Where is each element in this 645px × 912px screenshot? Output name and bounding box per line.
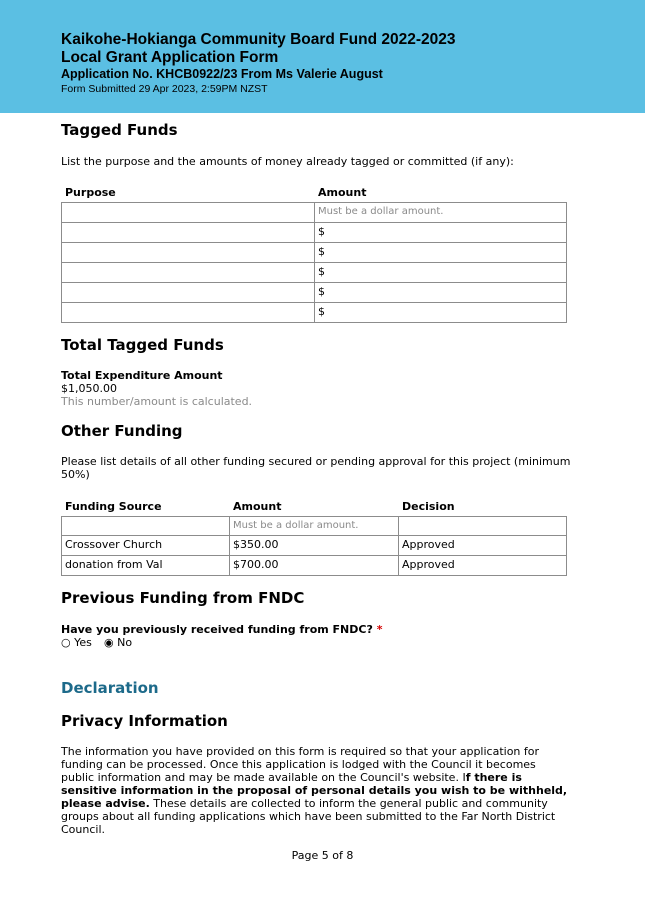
form-title: Local Grant Application Form — [61, 49, 279, 66]
radio-yes[interactable]: ○ Yes — [61, 636, 92, 649]
required-asterisk: * — [376, 623, 383, 636]
privacy-text-part1: The information you have provided on this form is required so that your application for funding can be processed. Once this application is lodged with the Council it becomes public information and may be made available on the Council's website. I — [61, 745, 540, 784]
application-number: Application No. KHCB0922/23 From Ms Valerie August — [61, 67, 383, 81]
privacy-text — [61, 745, 569, 836]
privacy-text-bold: f there is sensitive information in the proposal of personal details you wish to be withheld, please advise. — [61, 771, 568, 810]
purpose-cell — [61, 242, 315, 263]
amount-cell: $ — [314, 302, 567, 323]
amount-cell: $ — [314, 222, 567, 243]
col-funding-source: Funding Source — [65, 500, 162, 513]
col-purpose: Purpose — [65, 186, 116, 199]
source-cell — [61, 516, 230, 536]
purpose-cell — [61, 202, 315, 223]
previous-funding-heading: Previous Funding from FNDC — [61, 589, 305, 607]
tagged-funds-heading: Tagged Funds — [61, 121, 178, 139]
amount-cell: $ — [314, 282, 567, 303]
amount-cell: $ — [314, 242, 567, 263]
purpose-cell — [61, 222, 315, 243]
purpose-cell — [61, 302, 315, 323]
purpose-cell — [61, 282, 315, 303]
decision-cell — [398, 516, 567, 536]
source-cell: Crossover Church — [61, 535, 230, 556]
calculated-note: This number/amount is calculated. — [61, 395, 253, 408]
previous-funding-question — [61, 623, 382, 636]
amount-cell: $700.00 — [229, 555, 399, 576]
amount-cell: $350.00 — [229, 535, 399, 556]
source-cell: donation from Val — [61, 555, 230, 576]
total-tagged-heading: Total Tagged Funds — [61, 336, 224, 354]
decision-cell: Approved — [398, 535, 567, 556]
amount-cell: $ — [314, 262, 567, 283]
col-amount: Amount — [233, 500, 282, 513]
fund-title: Kaikohe-Hokianga Community Board Fund 2022-2023 — [61, 31, 456, 48]
col-decision: Decision — [402, 500, 455, 513]
privacy-heading: Privacy Information — [61, 712, 228, 730]
declaration-heading: Declaration — [61, 679, 159, 697]
total-expenditure-value: $1,050.00 — [61, 382, 117, 395]
decision-cell: Approved — [398, 555, 567, 576]
question-text: Have you previously received funding from FNDC? — [61, 623, 373, 636]
submitted-date: Form Submitted 29 Apr 2023, 2:59PM NZST — [61, 83, 268, 95]
page-number: Page 5 of 8 — [291, 849, 354, 862]
tagged-funds-intro: List the purpose and the amounts of money already tagged or committed (if any): — [61, 155, 514, 168]
amount-hint: Must be a dollar amount. — [229, 516, 399, 536]
purpose-cell — [61, 262, 315, 283]
total-expenditure-label: Total Expenditure Amount — [61, 369, 223, 382]
form-header — [0, 0, 645, 113]
amount-hint: Must be a dollar amount. — [314, 202, 567, 223]
col-amount: Amount — [318, 186, 367, 199]
other-funding-heading: Other Funding — [61, 422, 183, 440]
other-funding-intro: Please list details of all other funding secured or pending approval for this project (minimum 50%) — [61, 455, 571, 481]
privacy-text-part2: These details are collected to inform the general public and community groups about all funding applications which have been submitted to the Far North District Council. — [61, 797, 556, 836]
radio-no[interactable]: ◉ No — [104, 636, 133, 649]
